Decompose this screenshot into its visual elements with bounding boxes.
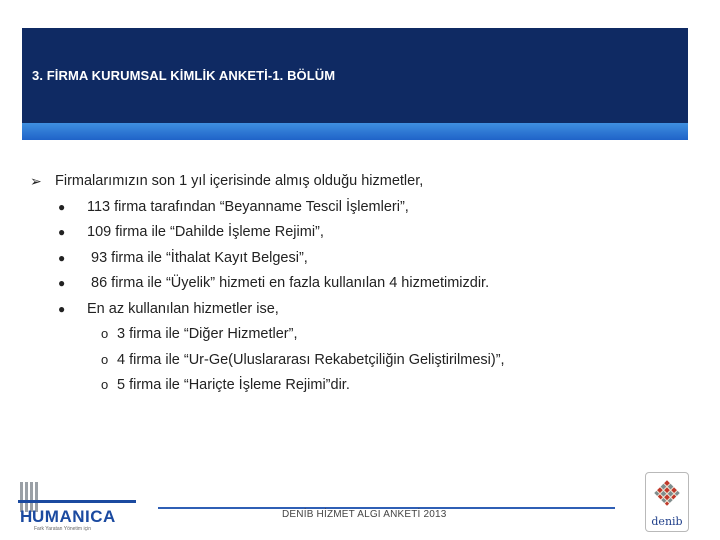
- dot-bullet-icon: ●: [58, 199, 66, 214]
- svg-text:UMANICA: UMANICA: [32, 507, 116, 526]
- sub-list-item: o 5 firma ile “Hariçte İşleme Rejimi”dir.: [30, 374, 690, 400]
- footer-text: DENİB HİZMET ALGI ANKETİ 2013: [282, 509, 447, 520]
- sub-list-item: o 3 firma ile “Diğer Hizmetler”,: [30, 323, 690, 349]
- svg-text:Fark Yaratan Yönetim için: Fark Yaratan Yönetim için: [34, 526, 91, 532]
- intro-text: Firmalarımızın son 1 yıl içerisinde almış olduğu hizmetler,: [55, 173, 424, 189]
- circle-bullet-icon: o: [101, 326, 109, 341]
- list-item: ● En az kullanılan hizmetler ise,: [30, 298, 690, 324]
- svg-text:denib: denib: [651, 515, 683, 528]
- slide-content: [30, 170, 690, 400]
- list-item: ● 86 firma ile “Üyelik” hizmeti en fazla kullanılan 4 hizmetimizdir.: [30, 272, 690, 298]
- header-accent-strip: [22, 123, 688, 140]
- denib-logo: [645, 472, 689, 532]
- list-item: ● 109 firma ile “Dahilde İşleme Rejimi”,: [30, 221, 690, 247]
- circle-bullet-icon: o: [101, 377, 109, 392]
- dot-bullet-icon: ●: [58, 301, 66, 316]
- sub-list-item: o 4 firma ile “Ur-Ge(Uluslararası Rekabetçiliğin Geliştirilmesi)”,: [30, 349, 690, 375]
- slide-title: 3. FİRMA KURUMSAL KİMLİK ANKETİ-1. BÖLÜM: [32, 68, 336, 83]
- dot-bullet-icon: ●: [58, 250, 66, 265]
- list-item: ● 113 firma tarafından “Beyanname Tescil İşlemleri”,: [30, 196, 690, 222]
- list-item: ● 93 firma ile “İthalat Kayıt Belgesi”,: [30, 247, 690, 273]
- svg-text:H: H: [20, 507, 33, 526]
- intro-line: [30, 170, 690, 196]
- dot-bullet-icon: ●: [58, 225, 66, 239]
- circle-bullet-icon: o: [101, 351, 109, 367]
- arrow-bullet-icon: ➢: [30, 173, 42, 189]
- humanica-logo: [18, 478, 136, 532]
- dot-bullet-icon: ●: [58, 276, 66, 290]
- slide-header: [22, 28, 688, 123]
